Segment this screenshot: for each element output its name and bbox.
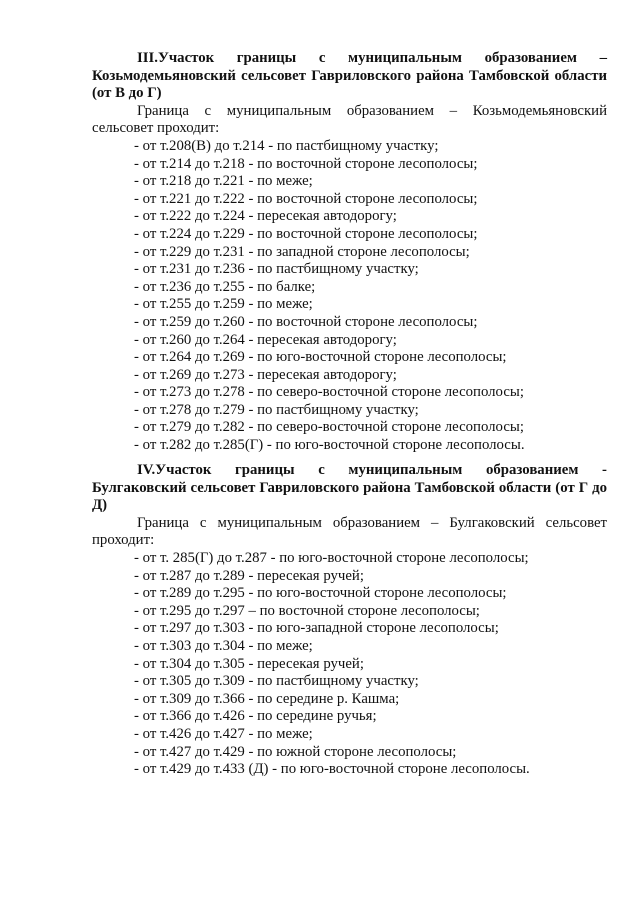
list-item: - от т.297 до т.303 - по юго-западной стороне лесополосы; [134, 620, 499, 637]
section-heading-line1: III.Участок границы с муниципальным образованием – [137, 50, 607, 66]
list-item: - от т.255 до т.259 - по меже; [134, 296, 313, 313]
section-intro-line1: Граница с муниципальным образованием – Козьмодемьяновский [137, 102, 607, 119]
section-heading-rest: Булгаковский сельсовет Гавриловского района Тамбовской области (от Г до Д) [92, 479, 607, 514]
list-item: - от т.426 до т.427 - по меже; [134, 725, 313, 742]
section-heading [92, 50, 607, 103]
list-item: - от т.229 до т.231 - по западной стороне лесополосы; [134, 243, 470, 260]
section-heading-line1: IV.Участок границы с муниципальным образованием - [137, 462, 607, 478]
list-item: - от т. 285(Г) до т.287 - по юго-восточной стороне лесополосы; [134, 549, 529, 566]
list-item: - от т.208(В) до т.214 - по пастбищному участку; [134, 137, 439, 154]
list-item: - от т.260 до т.264 - пересекая автодорогу; [134, 331, 397, 348]
list-item: - от т.224 до т.229 - по восточной стороне лесополосы; [134, 225, 478, 242]
list-item: - от т.303 до т.304 - по меже; [134, 637, 313, 654]
list-item: - от т.278 до т.279 - по пастбищному участку; [134, 401, 419, 418]
list-item: - от т.287 до т.289 - пересекая ручей; [134, 567, 364, 584]
list-item: - от т.309 до т.366 - по середине р. Кашма; [134, 690, 400, 707]
list-item: - от т.366 до т.426 - по середине ручья; [134, 708, 377, 725]
section-intro-rest: сельсовет проходит: [92, 120, 220, 137]
section-iii [92, 50, 607, 455]
boundary-list [92, 550, 607, 779]
list-item: - от т.304 до т.305 - пересекая ручей; [134, 655, 364, 672]
list-item: - от т.259 до т.260 - по восточной стороне лесополосы; [134, 313, 478, 330]
list-item: - от т.231 до т.236 - по пастбищному участку; [134, 261, 419, 278]
list-item: - от т.282 до т.285(Г) - по юго-восточной стороне лесополосы. [134, 437, 525, 454]
list-item: - от т.427 до т.429 - по южной стороне лесополосы; [134, 743, 457, 760]
list-item: - от т.218 до т.221 - по меже; [134, 173, 313, 190]
list-item: - от т.295 до т.297 – по восточной стороне лесополосы; [134, 602, 480, 619]
list-item: - от т.273 до т.278 - по северо-восточной стороне лесополосы; [134, 384, 524, 401]
list-item: - от т.222 до т.224 - пересекая автодорогу; [134, 208, 397, 225]
list-item: - от т.221 до т.222 - по восточной стороне лесополосы; [134, 190, 478, 207]
section-heading-rest: Козьмодемьяновский сельсовет Гавриловского района Тамбовской области (от В до Г) [92, 67, 607, 102]
section-heading [92, 462, 607, 515]
list-item: - от т.236 до т.255 - по балке; [134, 278, 316, 295]
list-item: - от т.429 до т.433 (Д) - по юго-восточной стороне лесополосы. [134, 761, 530, 778]
section-intro [92, 103, 607, 138]
list-item: - от т.269 до т.273 - пересекая автодорогу; [134, 366, 397, 383]
list-item: - от т.214 до т.218 - по восточной стороне лесополосы; [134, 155, 478, 172]
list-item: - от т.264 до т.269 - по юго-восточной стороне лесополосы; [134, 349, 507, 366]
list-item: - от т.279 до т.282 - по северо-восточной стороне лесополосы; [134, 419, 524, 436]
boundary-list [92, 138, 607, 455]
list-item: - от т.305 до т.309 - по пастбищному участку; [134, 673, 419, 690]
list-item: - от т.289 до т.295 - по юго-восточной стороне лесополосы; [134, 585, 507, 602]
section-intro [92, 515, 607, 550]
section-intro-line1: Граница с муниципальным образованием – Булгаковский сельсовет [137, 514, 607, 531]
section-iv [92, 462, 607, 779]
section-intro-rest: проходит: [92, 532, 155, 549]
